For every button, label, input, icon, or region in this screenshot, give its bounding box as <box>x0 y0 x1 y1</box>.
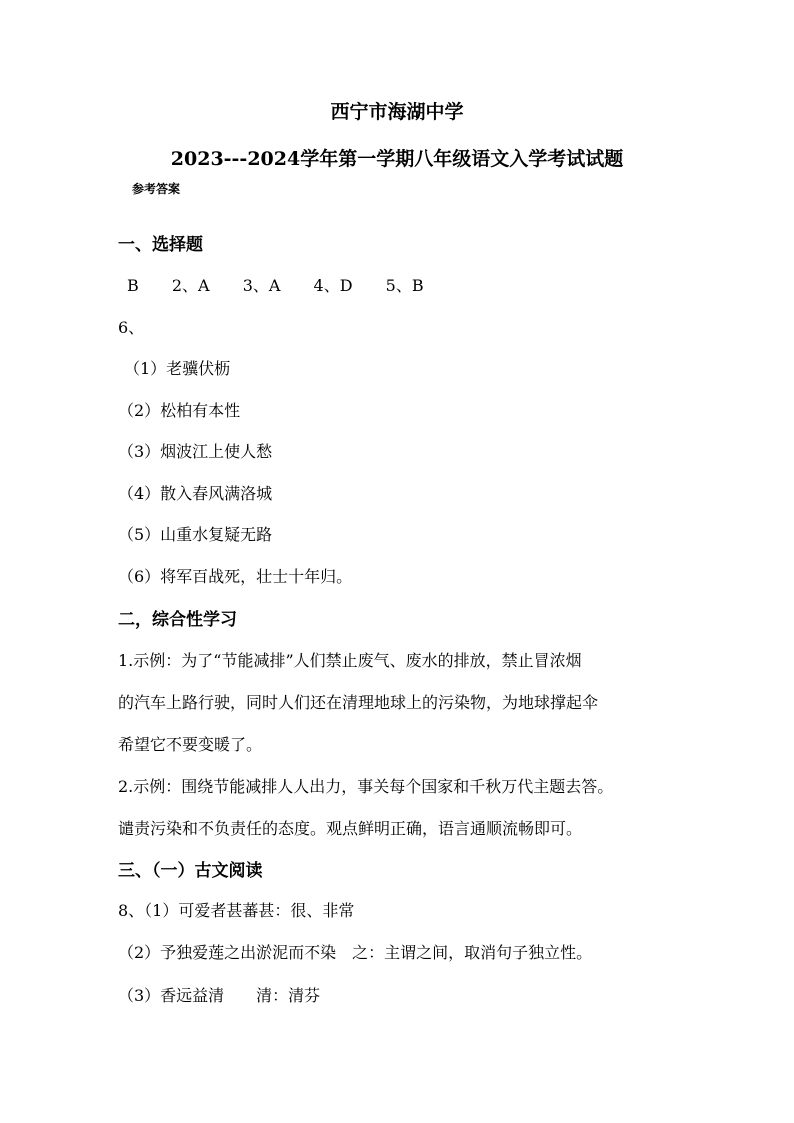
answers-label: 参考答案 <box>132 182 181 196</box>
section2-heading: 二，综合性学习 <box>118 610 237 630</box>
choice-answer: 2、A <box>171 276 210 295</box>
choice-answer: 4、D <box>313 276 353 295</box>
section2-line: 的汽车上路行驶，同时人们还在清理地球上的污染物，为地球撑起伞 <box>118 693 599 712</box>
section3-line: （2）予独爱莲之出淤泥而不染 之：主谓之间，取消句子独立性。 <box>118 943 593 962</box>
q6-item: （5）山重水复疑无路 <box>118 525 273 544</box>
q6-item: （1）老骥伏枥 <box>124 359 231 378</box>
section2-line: 2.示例：围绕节能减排人人出力，事关每个国家和千秋万代主题去答。 <box>118 777 614 796</box>
section2-line: 谴责污染和不负责任的态度。观点鲜明正确，语言通顺流畅即可。 <box>118 819 583 838</box>
school-name: 西宁市海湖中学 <box>330 101 464 123</box>
choice-answer: B <box>127 276 139 295</box>
q6-item: （6）将军百战死，壮士十年归。 <box>118 567 353 586</box>
exam-title: 2023---2024学年第一学期八年级语文入学考试试题 <box>170 148 624 170</box>
section2-line: 1.示例：为了“节能减排”人们禁止废气、废水的排放，禁止冒浓烟 <box>118 651 582 670</box>
q6-item: （3）烟波江上使人愁 <box>118 442 273 461</box>
section3-line: （3）香远益清 清：清芬 <box>118 986 321 1005</box>
q6-item: （2）松柏有本性 <box>118 401 241 420</box>
section1-heading: 一、选择题 <box>118 235 203 255</box>
section2-line: 希望它不要变暖了。 <box>118 735 263 754</box>
choice-answers <box>127 273 452 296</box>
q6-item: （4）散入春风满洛城 <box>118 484 273 503</box>
choice-answer: 3、A <box>242 276 281 295</box>
q6-label: 6、 <box>118 318 145 337</box>
choice-answer: 5、B <box>385 276 424 295</box>
section3-heading: 三、（一）古文阅读 <box>118 861 263 881</box>
section3-line: 8、（1）可爱者甚蕃甚：很、非常 <box>118 901 355 920</box>
